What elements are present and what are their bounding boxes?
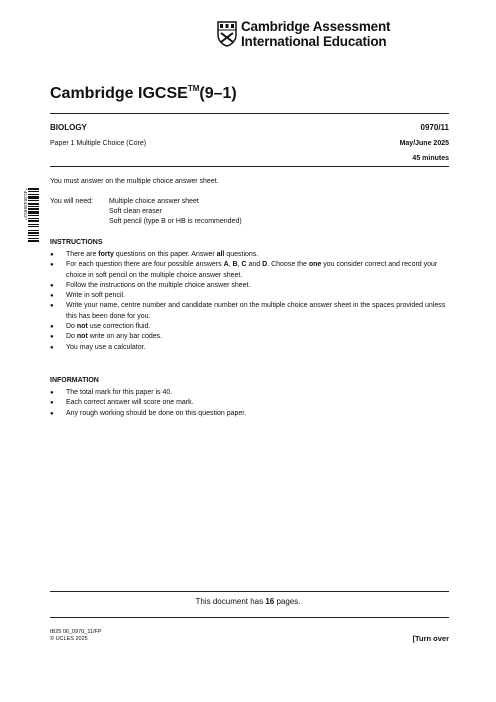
material-item: Multiple choice answer sheet <box>109 198 199 205</box>
paper-name: Paper 1 Multiple Choice (Core) <box>50 140 147 147</box>
instruction-item: ● Do not write on any bar codes. <box>50 332 450 342</box>
materials-list <box>109 197 242 228</box>
information-item: ● Any rough working should be done on this question paper. <box>50 409 450 419</box>
copyright: © UCLES 2025 <box>50 636 88 642</box>
instructions-list <box>50 250 450 353</box>
qualification-title: Cambridge IGCSE™(9–1) <box>50 84 237 102</box>
instruction-item: ● There are forty questions on this paper. Answer all questions. <box>50 250 450 260</box>
svg-text:*4138430653*: *4138430653* <box>22 188 27 221</box>
information-item: ● Each correct answer will score one mark. <box>50 398 450 408</box>
page-count-note: This document has 16 pages. <box>195 597 301 606</box>
document-reference <box>50 629 102 643</box>
answer-sheet-note: You must answer on the multiple choice answer sheet. <box>50 178 219 185</box>
instruction-item: ● Write your name, centre number and candidate number on the multiple choice answer sheet in the spaces provided unless this has been done for you. <box>50 301 450 322</box>
materials-label: You will need: <box>50 198 93 205</box>
title-divider <box>50 113 449 114</box>
instruction-item: ● Do not use correction fluid. <box>50 322 450 332</box>
information-heading: INFORMATION <box>50 377 99 384</box>
subject-name: BIOLOGY <box>50 123 87 132</box>
material-item: Soft clean eraser <box>109 208 162 216</box>
exam-duration: 45 minutes <box>412 155 449 162</box>
barcode <box>21 188 39 268</box>
material-item: Soft pencil (type B or HB is recommended) <box>109 218 242 226</box>
instruction-item: ● Follow the instructions on the multiple choice answer sheet. <box>50 281 450 291</box>
information-list <box>50 388 450 419</box>
instruction-item: ● Write in soft pencil. <box>50 291 450 301</box>
trademark-mark: TM <box>187 84 200 93</box>
turn-over-label: [Turn over <box>412 634 449 643</box>
footer-divider-2 <box>50 617 449 618</box>
instruction-item: ● You may use a calculator. <box>50 343 450 353</box>
instructions-heading: INSTRUCTIONS <box>50 239 103 246</box>
reference-code: IB25 06_0970_11/FP <box>50 629 102 635</box>
header-divider <box>50 166 449 167</box>
paper-code: 0970/11 <box>420 123 449 132</box>
footer-divider <box>50 591 449 592</box>
exam-session: May/June 2025 <box>399 140 449 147</box>
org-name-line1: Cambridge Assessment <box>241 19 391 34</box>
information-item: ● The total mark for this paper is 40. <box>50 388 450 398</box>
org-name-line2: International Education <box>241 34 387 49</box>
cambridge-crest-logo <box>217 21 237 47</box>
instruction-item: ● For each question there are four possible answers A, B, C and D. Choose the one you consider correct and record your choice in soft pencil on the multiple choice answer sheet. <box>50 260 450 281</box>
